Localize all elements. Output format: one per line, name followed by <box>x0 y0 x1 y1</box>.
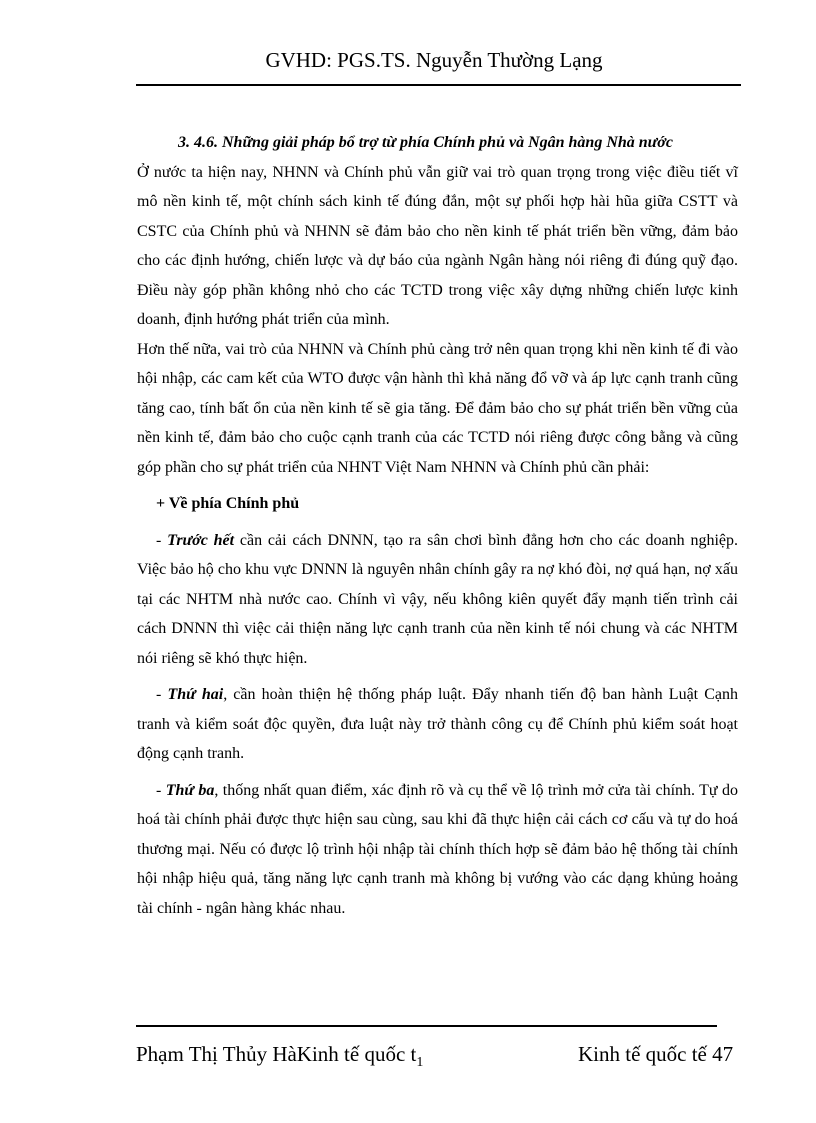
item-text: cần cải cách DNNN, tạo ra sân chơi bình đẳng hơn cho các doanh nghiệp. Việc bảo hộ cho khu vực DNNN là nguyên nhân chính gây ra nợ khó đòi, nợ quá hạn, nợ xấu tại các NHTM nhà nước cao. Chính vì vậy, nếu không kiên quyết đẩy mạnh tiến trình cải cách DNNN thì việc cải thiện năng lực cạnh tranh của nền kinh tế nói chung và các NHTM nói riêng sẽ khó thực hiện. <box>137 531 739 667</box>
list-item <box>137 526 738 674</box>
item-prefix: - <box>156 781 166 799</box>
page-header-title: GVHD: PGS.TS. Nguyễn Thường Lạng <box>265 48 603 72</box>
footer-author-text: Phạm Thị Thủy HàKinh tế quốc t <box>136 1042 417 1066</box>
body-paragraph-1: Ở nước ta hiện nay, NHNN và Chính phủ vẫn giữ vai trò quan trọng trong việc điều tiết vĩ mô nền kinh tế, một chính sách kinh tế đúng đắn, một sự phối hợp hài hũa giữa CSTT và CSTC của Chính phủ và NHNN sẽ đảm bảo cho nền kinh tế phát triển bền vững, đảm bảo cho các định hướng, chiến lược và dự báo của ngành Ngân hàng nói riêng đi đúng quỹ đạo. Điều này góp phần không nhỏ cho các TCTD trong việc xây dựng những chiến lược kinh doanh, định hướng phát triển của mình. <box>137 163 738 328</box>
footer-author <box>136 1040 423 1077</box>
government-subheading: + Về phía Chính phủ <box>156 495 300 512</box>
item-prefix: - <box>156 531 168 549</box>
footer-author-subscript: 1 <box>416 1055 424 1071</box>
item-lead: Thứ hai <box>167 686 224 703</box>
page-body <box>137 128 738 930</box>
footer-page-label: Kinh tế quốc tế 47 <box>578 1042 734 1066</box>
body-paragraph-2: Hơn thế nữa, vai trò của NHNN và Chính phủ càng trở nên quan trọng khi nền kinh tế đi vào hội nhập, các cam kết của WTO được vận hành thì khả năng đổ vỡ và áp lực cạnh tranh cũng tăng cao, tính bất ổn của nền kinh tế sẽ gia tăng. Để đảm bảo cho sự phát triển bền vững của nền kinh tế, đảm bảo cho cuộc cạnh tranh của các TCTD nói riêng được công bằng và cũng góp phần cho sự phát triển của NHNT Việt Nam NHNN và Chính phủ cần phải: <box>137 340 738 476</box>
footer-divider <box>136 1025 717 1027</box>
list-item <box>137 680 738 769</box>
item-lead: Trước hết <box>167 531 235 549</box>
item-prefix: - <box>156 686 168 703</box>
header-divider <box>136 84 741 86</box>
item-lead: Thứ ba <box>165 781 215 799</box>
item-text: , thống nhất quan điểm, xác định rõ và cụ thể về lộ trình mở cửa tài chính. Tự do hoá tài chính phải được thực hiện sau cùng, sau khi đã thực hiện cải cách cơ cấu và tự do hoá thương mại. Nếu có được lộ trình hội nhập tài chính thích hợp sẽ đảm bảo hệ thống tài chính hội nhập hiệu quả, tăng năng lực cạnh tranh mà không bị vướng vào các dạng khủng hoảng tài chính - ngân hàng khác nhau. <box>137 781 738 917</box>
list-item <box>137 776 738 924</box>
item-text: , cần hoàn thiện hệ thống pháp luật. Đẩy nhanh tiến độ ban hành Luật Cạnh tranh và kiểm soát độc quyền, đưa luật này trở thành công cụ để Chính phủ kiểm soát hoạt động cạnh tranh. <box>137 686 739 762</box>
section-heading: 3. 4.6. Những giải pháp bổ trợ từ phía Chính phủ và Ngân hàng Nhà nước <box>178 134 673 151</box>
